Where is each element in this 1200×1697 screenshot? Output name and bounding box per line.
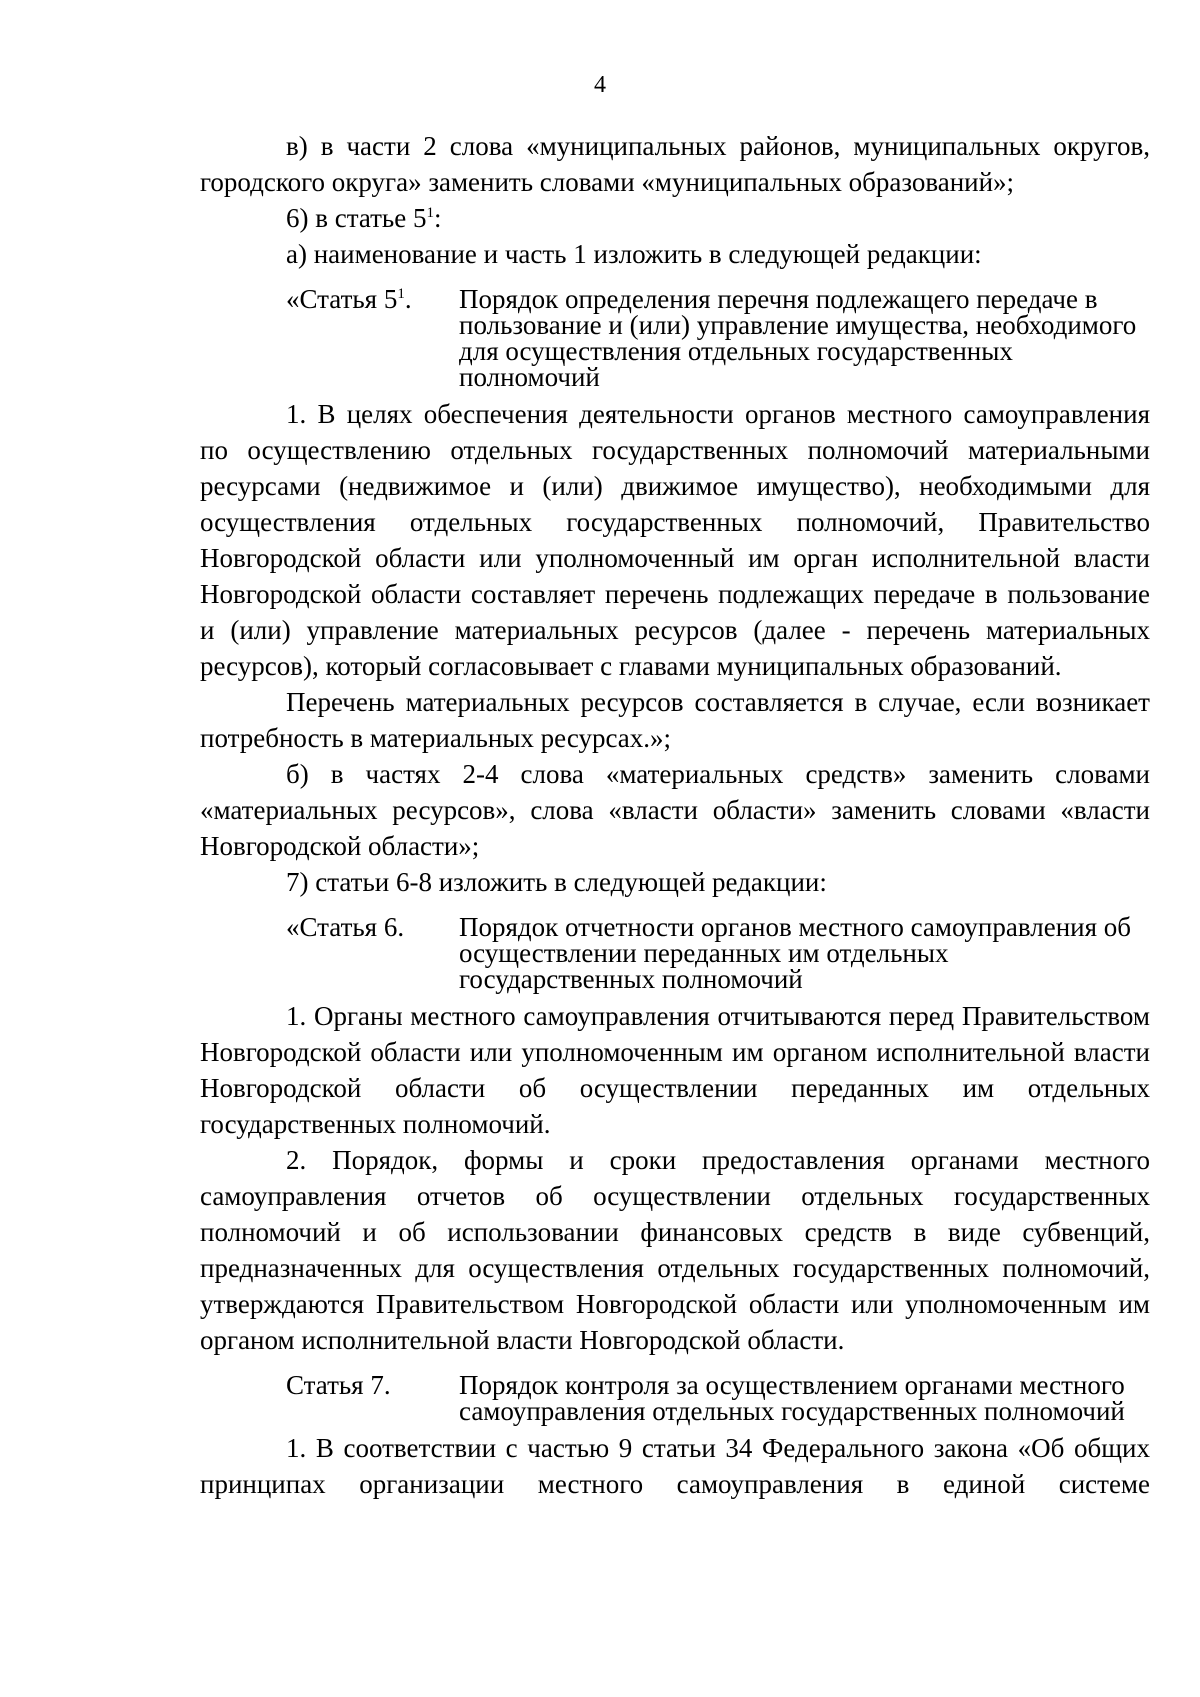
paragraph <box>200 756 1150 864</box>
paragraph-text: а) наименование и часть 1 изложить в следующей редакции: <box>286 239 982 269</box>
paragraph <box>200 998 1150 1142</box>
article-label-text: «Статья 6. <box>286 912 405 942</box>
paragraph-text: 2. Порядок, формы и сроки предоставления органами местного самоуправления отчетов об осуществлении отдельных государственных полномочий и об использовании финансовых средств в виде субвенций, предназначенных для осуществления отдельных государственных полномочий, утверждаются Правительством Новгородской области или уполномоченным им органом исполнительной власти Новгородской области. <box>200 1145 1150 1355</box>
paragraph <box>200 1430 1150 1502</box>
superscript: 1 <box>426 205 434 221</box>
page-number: 4 <box>594 72 606 98</box>
article-title: Порядок определения перечня подлежащего передаче в пользование и (или) управление имущества, необходимого для осуществления отдельных государственных полномочий <box>459 284 1137 392</box>
paragraph-suffix: : <box>433 203 442 233</box>
paragraph <box>200 396 1150 684</box>
article-label <box>200 286 459 390</box>
document-body <box>200 128 1150 1502</box>
article-heading <box>200 914 1150 992</box>
article-heading <box>200 286 1150 390</box>
paragraph-text: 1. Органы местного самоуправления отчитываются перед Правительством Новгородской области или уполномоченным им органом исполнительной власти Новгородской области об осуществлении переданных им отдельных государственных полномочий. <box>200 1001 1150 1139</box>
article-title: Порядок отчетности органов местного самоуправления об осуществлении переданных им отдельных государственных полномочий <box>459 912 1132 994</box>
article-label-text: Статья 7. <box>286 1370 391 1400</box>
paragraph-text: б) в частях 2-4 слова «материальных средств» заменить словами «материальных ресурсов», слова «власти области» заменить словами «власти Новгородской области»; <box>200 759 1150 861</box>
paragraph-text: 6) в статье 5 <box>286 203 427 233</box>
paragraph-text: 1. В соответствии с частью 9 статьи 34 Федерального закона «Об общих принципах организации местного самоуправления в единой системе <box>200 1433 1150 1499</box>
article-label-text: «Статья 5 <box>286 284 398 314</box>
paragraph <box>200 200 1150 236</box>
paragraph-text: 7) статьи 6-8 изложить в следующей редакции: <box>286 867 827 897</box>
paragraph <box>200 1142 1150 1358</box>
paragraph <box>200 864 1150 900</box>
article-label-suffix: . <box>404 284 412 314</box>
paragraph <box>200 236 1150 272</box>
article-label <box>200 1372 459 1424</box>
paragraph-text: Перечень материальных ресурсов составляется в случае, если возникает потребность в материальных ресурсах.»; <box>200 687 1150 753</box>
paragraph <box>200 128 1150 200</box>
paragraph-text: в) в части 2 слова «муниципальных районов, муниципальных округов, городского округа» заменить словами «муниципальных образований»; <box>200 131 1150 197</box>
paragraph <box>200 684 1150 756</box>
superscript: 1 <box>397 286 405 302</box>
article-label <box>200 914 459 992</box>
article-heading <box>200 1372 1150 1424</box>
article-title: Порядок контроля за осуществлением органами местного самоуправления отдельных государственных полномочий <box>459 1370 1125 1426</box>
paragraph-text: 1. В целях обеспечения деятельности органов местного самоуправления по осуществлению отдельных государственных полномочий материальными ресурсами (недвижимое и (или) движимое имущество), необходимыми для осуществления отдельных государственных полномочий, Правительство Новгородской области или уполномоченный им орган исполнительной власти Новгородской области составляет перечень подлежащих передаче в пользование и (или) управление материальных ресурсов (далее - перечень материальных ресурсов), который согласовывает с главами муниципальных образований. <box>200 399 1150 681</box>
